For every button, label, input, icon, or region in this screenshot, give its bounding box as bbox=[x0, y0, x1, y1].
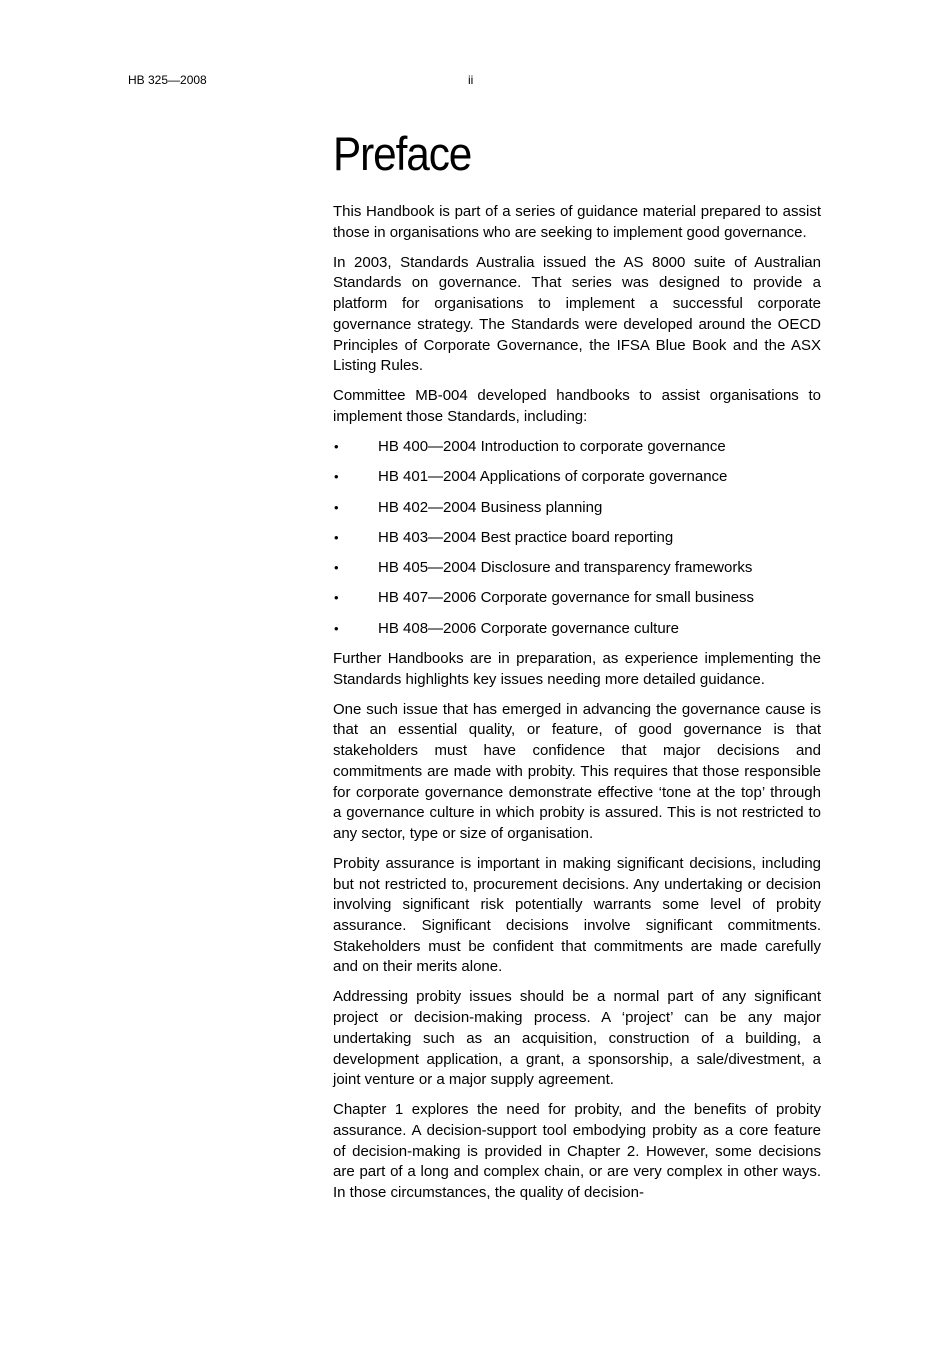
document-id: HB 325—2008 bbox=[128, 73, 207, 87]
page-title: Preface bbox=[333, 127, 472, 180]
paragraph: Further Handbooks are in preparation, as experience implementing the Standards highlights key issues needing more detailed guidance. bbox=[333, 650, 821, 688]
page-number: ii bbox=[468, 73, 474, 87]
list-item bbox=[333, 498, 821, 519]
list-item bbox=[333, 588, 821, 609]
page-body bbox=[333, 126, 821, 1213]
bullet-icon: • bbox=[334, 560, 339, 576]
list-item-text: HB 400—2004 Introduction to corporate governance bbox=[378, 437, 726, 455]
list-item bbox=[333, 528, 821, 549]
paragraph: This Handbook is part of a series of guidance material prepared to assist those in organisations who are seeking to implement good governance. bbox=[333, 203, 821, 241]
list-item-text: HB 402—2004 Business planning bbox=[378, 498, 603, 516]
page-header bbox=[128, 72, 528, 88]
paragraph: Addressing probity issues should be a normal part of any significant project or decision-making process. A ‘project’ can be any major undertaking such as an acquisition, construction of a building, a development application, a grant, a sponsorship, a sale/divestment, a joint venture or a major supply agreement. bbox=[333, 988, 821, 1089]
bullet-icon: • bbox=[334, 620, 339, 636]
list-item bbox=[333, 467, 821, 488]
bullet-icon: • bbox=[334, 499, 339, 515]
list-item-text: HB 407—2006 Corporate governance for small business bbox=[378, 589, 755, 607]
paragraph: In 2003, Standards Australia issued the AS 8000 suite of Australian Standards on governance. That series was designed to provide a platform for organisations to implement a successful corporate governance strategy. The Standards were developed around the OECD Principles of Corporate Governance, the IFSA Blue Book and the ASX Listing Rules. bbox=[333, 253, 821, 375]
list-item-text: HB 405—2004 Disclosure and transparency frameworks bbox=[378, 559, 753, 577]
bullet-icon: • bbox=[334, 590, 339, 606]
paragraph: Probity assurance is important in making significant decisions, including but not restricted to, procurement decisions. Any undertaking or decision involving significant risk potentially warrants some level of probity assurance. Significant decisions involve significant commitments. Stakeholders must be confident that commitments are made carefully and on their merits alone. bbox=[333, 854, 821, 976]
bullet-icon: • bbox=[334, 438, 339, 454]
list-item bbox=[333, 619, 821, 640]
paragraph: Committee MB-004 developed handbooks to assist organisations to implement those Standards, including: bbox=[333, 387, 821, 425]
paragraph: One such issue that has emerged in advancing the governance cause is that an essential quality, or feature, of good governance is that stakeholders must have confidence that major decisions and commitments are made with probity. This requires that those responsible for corporate governance demonstrate effective ‘tone at the top’ through a governance culture in which probity is assured. This is not restricted to any sector, type or size of organisation. bbox=[333, 700, 821, 842]
bullet-icon: • bbox=[334, 529, 339, 545]
handbook-list bbox=[333, 437, 821, 639]
bullet-icon: • bbox=[334, 469, 339, 485]
list-item bbox=[333, 558, 821, 579]
list-item-text: HB 403—2004 Best practice board reporting bbox=[378, 528, 674, 546]
list-item-text: HB 408—2006 Corporate governance culture bbox=[378, 619, 680, 637]
list-item-text: HB 401—2004 Applications of corporate governance bbox=[378, 468, 728, 486]
list-item bbox=[333, 437, 821, 458]
paragraph-continued: Chapter 1 explores the need for probity, and the benefits of probity assurance. A decision-support tool embodying probity as a core feature of decision-making is provided in Chapter 2. However, some decisions are part of a long and complex chain, or are very complex in other ways. In those circumstances, the quality of decision- bbox=[333, 1101, 821, 1202]
